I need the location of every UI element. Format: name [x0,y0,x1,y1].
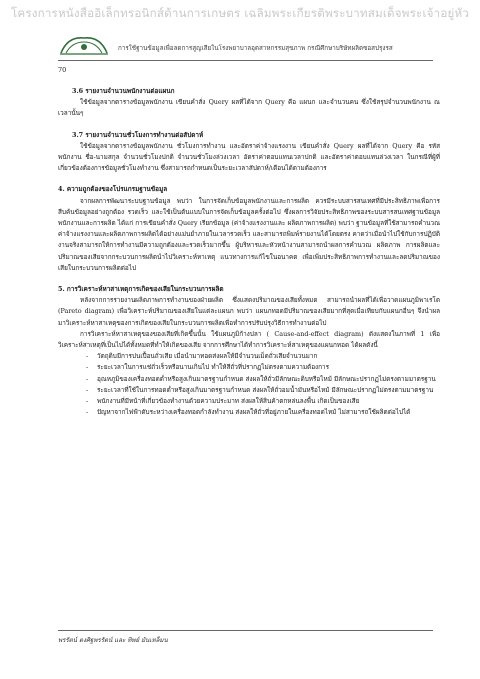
paragraph: หลังจากการรายงานผลิตภาพการทำงานของฝ่ายผลิต ซึ่งแสดงปริมาณของเสียทั้งหมด สามารถนำผลที่ได้เพื่อวาดแผนภูมิพาเรโต (Pareto diagram) เพื่อวิเคราะห์ปริมาณของเสียในแต่ละแผนก พบว่า แผนกทอดมีปริมาณของเสียมากที่สุดเมื่อเทียบกับแผนกอื่นๆ จึงนำผลมาวิเคราะห์หาสาเหตุของการเกิดของเสียในกระบวนการผลิตเพื่อทำการปรับปรุงวิธีการทำงานต่อไป [58,296,440,327]
list-item: - วัตถุดิบมีการปนเปื้อนถั่วเสีย เมื่อนำมาทอดส่งผลให้มีจำนวนเม็ดถั่วเสียจำนวนมาก [86,351,440,362]
section-spacer [58,120,440,130]
list-item: - ระยะเวลาที่ใช้ในการทอดต่ำหรือสูงเกินมาตรฐานกำหนด ส่งผลให้ถั่วอมน้ำมันหรือไหม้ มีลักษณะปรากฏไม่ตรงตามมาตรฐาน [86,385,440,396]
paragraph: การวิเคราะห์หาสาเหตุของของเสียที่เกิดขึ้นนั้น ใช้แผนภูมิก้างปลา ( Cause-and-effect diagram) ดังแสดงในภาพที่ 1 เพื่อวิเคราะห์สาเหตุที่เป็นไปได้ทั้งหมดที่ทำให้เกิดของเสีย จากการศึกษาได้ทำการวิเคราะห์สาเหตุของแผนกทอด ได้ผลดังนี้ [58,329,440,350]
section-heading: 3.6 รายงานจำนวนพนักงานต่อแผนก [72,87,175,95]
footer-divider [58,630,433,631]
watermark-text: โครงการหนังสืออิเล็กทรอนิกส์ด้านการเกษตร เฉลิมพระเกียรติพระบาทสมเด็จพระเจ้าอยู่หัว [10,6,470,20]
section-heading: 3.7 รายงานจำนวนชั่วโมงการทำงานต่อสัปดาห์ [72,130,204,139]
paragraph: ใช้ข้อมูลจากตารางข้อมูลพนักงาน ชั่วโมงการทำงาน และอัตราค่าจ้างแรงงาน เขียนคำสั่ง Query ผลที่ได้จาก Query คือ รหัสพนักงาน ชื่อ-นามสกุล จำนวนชั่วโมงปกติ จำนวนชั่วโมงล่วงเวลา อัตราค่าตอบแทนเวลาปกติ และอัตราค่าตอบแทนล่วงเวลา ในกรณีที่ผู้ที่เกี่ยวข้องต้องการข้อมูลชั่วโมงทำงาน ซึ่งสามารถกำหนดเป็นระยะเวลาสัปดาห์/เดือนได้ตามต้องการ [58,141,440,173]
list-item: - ระยะเวลาในการแช่ถั่วเร็วหรือนานเกินไป ทำให้สีถั่วที่ปรากฏไม่ตรงตามความต้องการ [86,362,440,373]
document-body [58,86,440,418]
header-title: การใช้ฐานข้อมูลเพื่อลดการสูญเสียในโรงพยาบาลอุตสาหกรรมสุขภาพ กรณีศึกษาบริษัทผลิตซอสปรุงรส [118,45,393,52]
page-number: 70 [58,66,67,74]
page-header [58,38,433,58]
footer-authors: พรรัตน์ ตงศิฐพรรัตน์ และ ทิพย์ มันเหล็มน [58,637,168,644]
list-item: - พนักงานที่มีหน้าที่เกี่ยวข้องทำงานด้วยความประมาท ส่งผลให้สินค้าตกหล่นลงพื้น เกิดเป็นของเสีย [86,396,440,407]
paragraph: ใช้ข้อมูลจากตารางข้อมูลพนักงาน เขียนคำสั่ง Query ผลที่ได้จาก Query คือ แผนก และจำนวนคน ซึ่งใช้สรุปจำนวนพนักงาน ณ เวลานั้นๆ [58,98,440,118]
section-spacer [58,274,440,284]
cause-list [58,351,440,418]
list-item: - ปัญหาจากไฟฟ้าดับระหว่างเครื่องทอดกำลังทำงาน ส่งผลให้ถั่วที่อยู่ภายในเครื่องทอดไหม้ ไม่สามารถใช้ผลิตต่อไปได้ [86,407,440,418]
section-heading: 4. ความถูกต้องของโปรแกรมฐานข้อมูล [58,185,168,194]
paragraph: จากผลการพัฒนาระบบฐานข้อมูล พบว่า ในการจัดเก็บข้อมูลพนักงานและการผลิต ควรมีระบบสารสนเทศที่มีประสิทธิภาพเพื่อการสืบค้นข้อมูลอย่างถูกต้อง รวดเร็ว และใช้เป็นต้นแบบในการจัดเก็บข้อมูลครั้งต่อไป ซึ่งผลการวิจัยประสิทธิภาพของระบบสารสนเทศฐานข้อมูลพนักงานและการผลิต ได้แก่ การเขียนคำสั่ง Query เรียกข้อมูล (ค่าจ้างแรงงานและ ผลิตภาพการผลิต) พบว่า ฐานข้อมูลที่ใช้สามารถคำนวณค่าจ้างแรงงานและผลิตภาพการผลิตได้อย่างแม่นยำภายในเวลารวดเร็ว และสามารถพิมพ์รายงานได้โดยตรง คาดว่าเมื่อนำไปใช้กับการปฏิบัติงานจริงสามารถให้การทำงานมีความถูกต้องและรวดเร็วมากขึ้น ผู้บริหารและหัวหน้างานสามารถนำผลการคำนวณ ผลิตภาพ การผลิตและปริมาณของเสียจากกระบวนการผลิตนำไปวิเคราะห์หาเหตุ แนวทางการแก้ไขในอนาคต เพื่อเพิ่มประสิทธิภาพการทำงานและลดปริมาณของเสียในกระบวนการผลิตต่อไป [58,196,440,272]
institution-logo-icon [58,34,110,56]
list-item: - อุณหภูมิของเครื่องทอดต่ำหรือสูงเกินมาตรฐานกำหนด ส่งผลให้ถั่วมีลักษณะดิบหรือไหม้ มีลักษณะปรากฏไม่ตรงตามมาตรฐาน [86,374,440,385]
section-heading: 5. การวิเคราะห์หาสาเหตุการเกิดของเสียในกระบวนการผลิต [58,285,224,294]
header-divider [58,60,433,61]
section-spacer [58,174,440,184]
